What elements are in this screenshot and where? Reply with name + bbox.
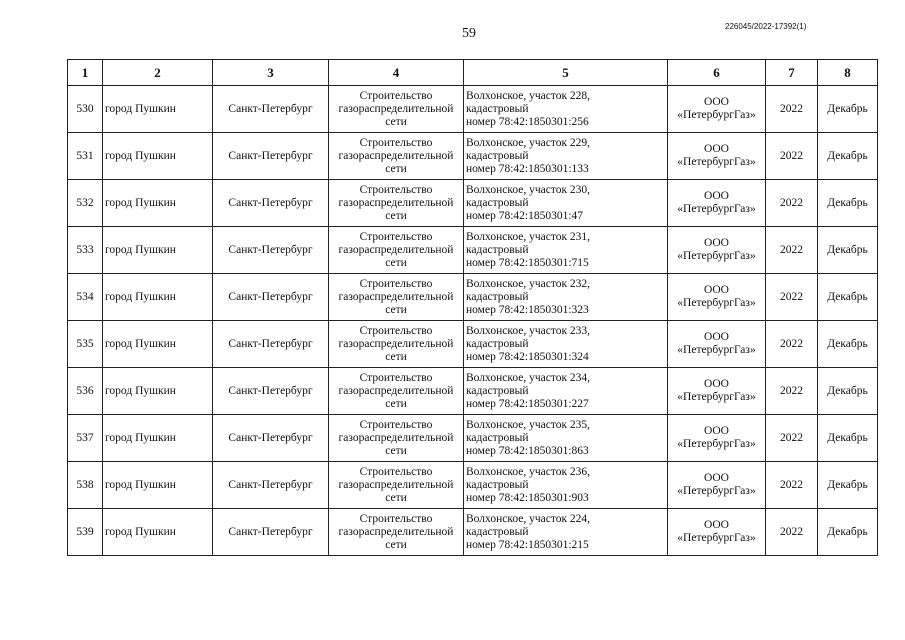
- locality-cell: город Пушкин: [103, 415, 213, 462]
- purpose-cell-line: Строительство: [359, 89, 433, 102]
- purpose-cell: [329, 509, 464, 556]
- row-number: 539: [68, 509, 103, 556]
- owner-cell-line: ООО: [704, 237, 729, 249]
- year-cell: 2022: [766, 180, 818, 227]
- locality-cell: город Пушкин: [103, 274, 213, 321]
- purpose-cell: [329, 415, 464, 462]
- location-cell-line: номер 78:42:1850301:215: [466, 538, 589, 551]
- year-cell: 2022: [766, 509, 818, 556]
- location-cell-line: Волхонское, участок 232,: [466, 277, 591, 290]
- month-cell: Декабрь: [818, 274, 878, 321]
- table-row: [68, 321, 878, 368]
- purpose-cell: [329, 86, 464, 133]
- location-cell: [464, 509, 668, 556]
- purpose-cell-line: Строительство: [359, 512, 433, 525]
- location-cell-line: номер 78:42:1850301:133: [466, 162, 589, 175]
- owner-cell-line: «ПетербургГаз»: [677, 109, 756, 121]
- purpose-cell-line: Строительство: [359, 230, 433, 243]
- month-cell: Декабрь: [818, 133, 878, 180]
- month-cell: Декабрь: [818, 509, 878, 556]
- owner-cell-line: ООО: [704, 284, 729, 296]
- month-cell: Декабрь: [818, 180, 878, 227]
- location-cell-line: номер 78:42:1850301:323: [466, 303, 589, 316]
- location-cell-line: кадастровый: [466, 525, 529, 538]
- row-number: 537: [68, 415, 103, 462]
- owner-cell-line: ООО: [704, 143, 729, 155]
- purpose-cell: [329, 180, 464, 227]
- purpose-cell-line: сети: [385, 303, 407, 316]
- location-cell: [464, 321, 668, 368]
- location-cell-line: Волхонское, участок 235,: [466, 418, 591, 431]
- location-cell-line: номер 78:42:1850301:903: [466, 491, 589, 504]
- month-cell: Декабрь: [818, 227, 878, 274]
- year-cell: 2022: [766, 321, 818, 368]
- row-number: 538: [68, 462, 103, 509]
- table-row: [68, 133, 878, 180]
- purpose-cell-line: газораспределительной: [338, 431, 454, 444]
- table-body: [68, 86, 878, 556]
- region-cell: Санкт-Петербург: [213, 86, 329, 133]
- owner-cell: [668, 86, 766, 133]
- region-cell: Санкт-Петербург: [213, 462, 329, 509]
- purpose-cell-line: газораспределительной: [338, 290, 454, 303]
- location-cell: [464, 274, 668, 321]
- location-cell-line: номер 78:42:1850301:324: [466, 350, 589, 363]
- owner-cell-line: «ПетербургГаз»: [677, 156, 756, 168]
- owner-cell: [668, 415, 766, 462]
- location-cell-line: кадастровый: [466, 290, 529, 303]
- owner-cell: [668, 133, 766, 180]
- location-cell-line: номер 78:42:1850301:227: [466, 397, 589, 410]
- owner-cell-line: «ПетербургГаз»: [677, 250, 756, 262]
- region-cell: Санкт-Петербург: [213, 321, 329, 368]
- header-row: [68, 60, 878, 86]
- schedule-table: [67, 59, 878, 556]
- owner-cell-line: «ПетербургГаз»: [677, 438, 756, 450]
- table-row: [68, 180, 878, 227]
- owner-cell-line: «ПетербургГаз»: [677, 344, 756, 356]
- owner-cell-line: «ПетербургГаз»: [677, 203, 756, 215]
- purpose-cell-line: газораспределительной: [338, 384, 454, 397]
- table-row: [68, 274, 878, 321]
- month-cell: Декабрь: [818, 368, 878, 415]
- location-cell: [464, 415, 668, 462]
- location-cell-line: Волхонское, участок 236,: [466, 465, 591, 478]
- row-number: 535: [68, 321, 103, 368]
- location-cell-line: кадастровый: [466, 196, 529, 209]
- column-header-3: 3: [213, 60, 329, 86]
- locality-cell: город Пушкин: [103, 462, 213, 509]
- purpose-cell: [329, 462, 464, 509]
- row-number: 531: [68, 133, 103, 180]
- owner-cell-line: «ПетербургГаз»: [677, 297, 756, 309]
- table-row: [68, 227, 878, 274]
- location-cell-line: номер 78:42:1850301:256: [466, 115, 589, 128]
- purpose-cell-line: Строительство: [359, 371, 433, 384]
- table-row: [68, 415, 878, 462]
- location-cell-line: кадастровый: [466, 149, 529, 162]
- location-cell-line: Волхонское, участок 234,: [466, 371, 591, 384]
- owner-cell-line: ООО: [704, 190, 729, 202]
- owner-cell: [668, 227, 766, 274]
- purpose-cell-line: Строительство: [359, 277, 433, 290]
- location-cell-line: кадастровый: [466, 102, 529, 115]
- location-cell-line: кадастровый: [466, 478, 529, 491]
- purpose-cell-line: газораспределительной: [338, 525, 454, 538]
- row-number: 530: [68, 86, 103, 133]
- locality-cell: город Пушкин: [103, 509, 213, 556]
- purpose-cell-line: Строительство: [359, 324, 433, 337]
- purpose-cell-line: газораспределительной: [338, 149, 454, 162]
- location-cell-line: номер 78:42:1850301:863: [466, 444, 589, 457]
- purpose-cell-line: газораспределительной: [338, 102, 454, 115]
- locality-cell: город Пушкин: [103, 368, 213, 415]
- row-number: 536: [68, 368, 103, 415]
- location-cell-line: номер 78:42:1850301:715: [466, 256, 589, 269]
- owner-cell-line: ООО: [704, 472, 729, 484]
- owner-cell-line: ООО: [704, 519, 729, 531]
- location-cell-line: Волхонское, участок 224,: [466, 512, 591, 525]
- purpose-cell: [329, 227, 464, 274]
- table-row: [68, 86, 878, 133]
- locality-cell: город Пушкин: [103, 227, 213, 274]
- row-number: 533: [68, 227, 103, 274]
- purpose-cell-line: сети: [385, 256, 407, 269]
- location-cell: [464, 86, 668, 133]
- region-cell: Санкт-Петербург: [213, 133, 329, 180]
- owner-cell: [668, 274, 766, 321]
- year-cell: 2022: [766, 368, 818, 415]
- region-cell: Санкт-Петербург: [213, 180, 329, 227]
- location-cell: [464, 180, 668, 227]
- page-number: 59: [462, 26, 476, 41]
- row-number: 532: [68, 180, 103, 227]
- location-cell-line: кадастровый: [466, 337, 529, 350]
- locality-cell: город Пушкин: [103, 86, 213, 133]
- location-cell-line: Волхонское, участок 229,: [466, 136, 591, 149]
- column-header-2: 2: [103, 60, 213, 86]
- purpose-cell-line: газораспределительной: [338, 243, 454, 256]
- locality-cell: город Пушкин: [103, 133, 213, 180]
- month-cell: Декабрь: [818, 415, 878, 462]
- location-cell: [464, 368, 668, 415]
- column-header-4: 4: [329, 60, 464, 86]
- region-cell: Санкт-Петербург: [213, 274, 329, 321]
- owner-cell-line: ООО: [704, 331, 729, 343]
- region-cell: Санкт-Петербург: [213, 509, 329, 556]
- document-reference: 226045/2022-17392(1): [725, 22, 807, 31]
- table-header: [68, 60, 878, 86]
- month-cell: Декабрь: [818, 462, 878, 509]
- month-cell: Декабрь: [818, 321, 878, 368]
- year-cell: 2022: [766, 274, 818, 321]
- locality-cell: город Пушкин: [103, 321, 213, 368]
- purpose-cell-line: Строительство: [359, 136, 433, 149]
- purpose-cell-line: Строительство: [359, 418, 433, 431]
- purpose-cell-line: сети: [385, 162, 407, 175]
- purpose-cell-line: газораспределительной: [338, 337, 454, 350]
- purpose-cell: [329, 368, 464, 415]
- year-cell: 2022: [766, 133, 818, 180]
- location-cell-line: кадастровый: [466, 431, 529, 444]
- purpose-cell-line: сети: [385, 538, 407, 551]
- purpose-cell-line: сети: [385, 209, 407, 222]
- column-header-8: 8: [818, 60, 878, 86]
- owner-cell: [668, 462, 766, 509]
- month-cell: Декабрь: [818, 86, 878, 133]
- purpose-cell: [329, 133, 464, 180]
- year-cell: 2022: [766, 415, 818, 462]
- owner-cell: [668, 368, 766, 415]
- row-number: 534: [68, 274, 103, 321]
- owner-cell-line: «ПетербургГаз»: [677, 485, 756, 497]
- owner-cell-line: ООО: [704, 425, 729, 437]
- owner-cell-line: «ПетербургГаз»: [677, 391, 756, 403]
- purpose-cell-line: Строительство: [359, 465, 433, 478]
- table-row: [68, 462, 878, 509]
- purpose-cell-line: Строительство: [359, 183, 433, 196]
- column-header-7: 7: [766, 60, 818, 86]
- location-cell-line: Волхонское, участок 231,: [466, 230, 591, 243]
- table-row: [68, 368, 878, 415]
- region-cell: Санкт-Петербург: [213, 227, 329, 274]
- location-cell: [464, 227, 668, 274]
- purpose-cell-line: сети: [385, 115, 407, 128]
- purpose-cell-line: сети: [385, 491, 407, 504]
- purpose-cell-line: сети: [385, 350, 407, 363]
- region-cell: Санкт-Петербург: [213, 415, 329, 462]
- year-cell: 2022: [766, 227, 818, 274]
- location-cell-line: кадастровый: [466, 384, 529, 397]
- purpose-cell-line: газораспределительной: [338, 478, 454, 491]
- location-cell-line: Волхонское, участок 230,: [466, 183, 591, 196]
- year-cell: 2022: [766, 86, 818, 133]
- column-header-6: 6: [668, 60, 766, 86]
- purpose-cell-line: газораспределительной: [338, 196, 454, 209]
- location-cell: [464, 133, 668, 180]
- table-row: [68, 509, 878, 556]
- location-cell: [464, 462, 668, 509]
- purpose-cell: [329, 321, 464, 368]
- location-cell-line: Волхонское, участок 233,: [466, 324, 591, 337]
- locality-cell: город Пушкин: [103, 180, 213, 227]
- location-cell-line: Волхонское, участок 228,: [466, 89, 591, 102]
- column-header-1: 1: [68, 60, 103, 86]
- purpose-cell-line: сети: [385, 444, 407, 457]
- location-cell-line: номер 78:42:1850301:47: [466, 209, 584, 222]
- year-cell: 2022: [766, 462, 818, 509]
- owner-cell: [668, 180, 766, 227]
- owner-cell: [668, 509, 766, 556]
- region-cell: Санкт-Петербург: [213, 368, 329, 415]
- location-cell-line: кадастровый: [466, 243, 529, 256]
- column-header-5: 5: [464, 60, 668, 86]
- purpose-cell-line: сети: [385, 397, 407, 410]
- owner-cell-line: ООО: [704, 378, 729, 390]
- owner-cell-line: ООО: [704, 96, 729, 108]
- owner-cell-line: «ПетербургГаз»: [677, 532, 756, 544]
- owner-cell: [668, 321, 766, 368]
- purpose-cell: [329, 274, 464, 321]
